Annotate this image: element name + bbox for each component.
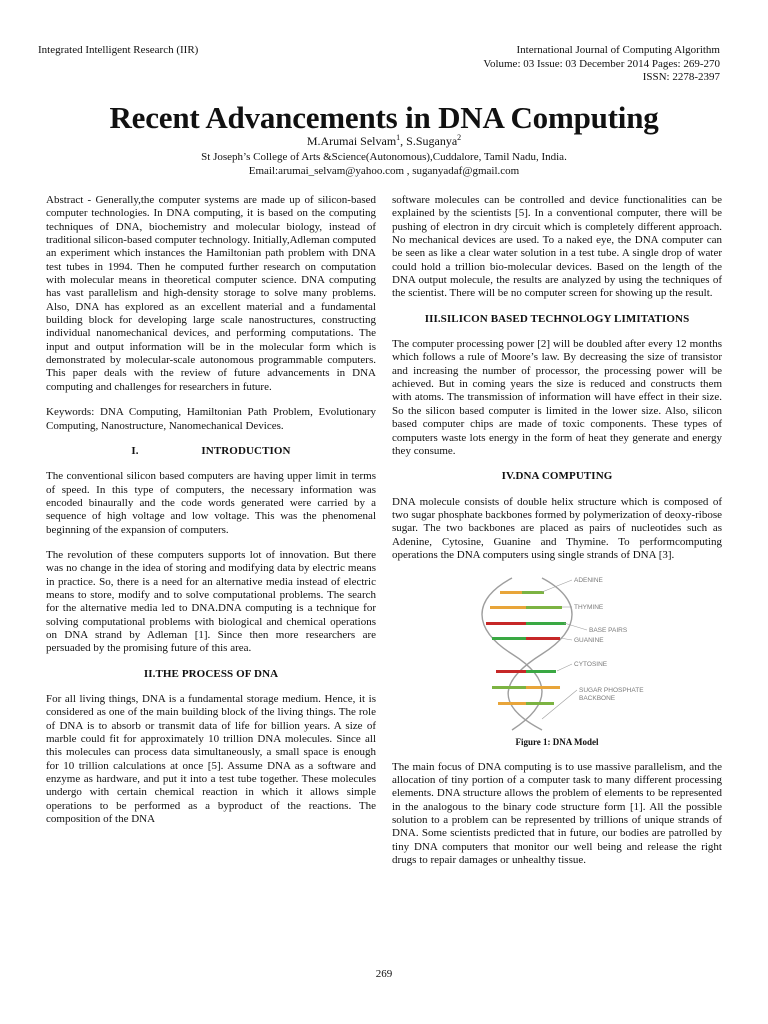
base-pair-cytosine xyxy=(526,670,556,673)
paragraph: The computer processing power [2] will be doubled after every 12 months which follows a rule of Moore’s law. By decreasing the size of transistor and increasing the number of processor, the processing power will be achieved. But in coming years the size is reduced and constructs them with atoms. The transmission of information will have effect in their size. So the silicon based computer is limited in the lower size. Also, silicon based computer chips are made of toxic components. These types of computers waste lots energy in the form of heat they generate and energy they consume. xyxy=(392,338,722,457)
sugar-phosphate-strand xyxy=(508,578,572,730)
section-number: I. xyxy=(131,444,139,457)
base-pair-cytosine xyxy=(526,622,566,625)
journal-publisher: Integrated Intelligent Research (IIR) xyxy=(38,44,199,56)
author-1-mark: 1 xyxy=(396,133,401,142)
author-2: S.Suganya xyxy=(406,134,458,148)
section-heading-process-of-dna: II.THE PROCESS OF DNA xyxy=(143,667,279,680)
abstract: Abstract - Generally,the computer systems are made up of silicon-based computer technologies. In DNA computing, it is based on the computing techniques of DNA, biochemistry and molecular biology, instead of traditional silicon-based computer technology. Initially,Adleman computed an experiment which instances the Hamiltonian path problem with DNA test tubes in 1994. Then he computed further research on computation with molecular means in theoretical computer science. DNA computing has vast parallelism and high-density storage to solve many problems. Also, DNA has explored as an excellent material and a fundamental building block for developing large scale nanostructures, constructing individual nanomechanical devices, and performing computations. The input and output information will be in the molecular form which is demonstrated by molecular-scale autonomous programmable computers. This paper deals with the review of future advancements in DNA computing and challenges for researchers in future. xyxy=(46,194,377,393)
affiliation: St Joseph’s College of Arts &Science(Autonomous),Cuddalore, Tamil Nadu, India. xyxy=(201,151,567,163)
paper-title: Recent Advancements in DNA Computing xyxy=(109,100,659,135)
paper-authors xyxy=(0,133,768,149)
base-pair-guanine xyxy=(496,670,526,673)
base-pair-thymine xyxy=(492,686,526,689)
keywords: Keywords: DNA Computing, Hamiltonian Path Problem, Evolutionary Computing, Nanostructure, Nanomechanical Devices. xyxy=(46,406,376,432)
label-thymine: THYMINE xyxy=(574,604,604,612)
section-heading-silicon-limitations: III.SILICON BASED TECHNOLOGY LIMITATIONS xyxy=(424,312,690,325)
author-1: M.Arumai Selvam xyxy=(306,134,397,148)
author-emails: Email:arumai_selvam@yahoo.com , suganyadaf@gmail.com xyxy=(248,165,520,177)
journal-name: International Journal of Computing Algorithm xyxy=(516,44,720,56)
base-pair-adenine xyxy=(498,702,526,705)
base-pair-adenine xyxy=(526,686,560,689)
author-2-mark: 2 xyxy=(457,133,462,142)
label-backbone: BACKBONE xyxy=(579,695,616,703)
base-pair-thymine xyxy=(526,606,562,609)
section-title: INTRODUCTION xyxy=(201,444,291,457)
base-pair-adenine xyxy=(500,591,522,594)
base-pair-guanine xyxy=(486,622,526,625)
label-cytosine: CYTOSINE xyxy=(574,661,608,669)
dna-model-figure xyxy=(392,574,722,734)
journal-info xyxy=(430,44,720,85)
journal-issn: ISSN: 2278-2397 xyxy=(642,71,720,83)
figure-caption: Figure 1: DNA Model xyxy=(515,737,599,748)
base-pair-cytosine xyxy=(492,637,526,640)
paragraph: The main focus of DNA computing is to use massive parallelism, and the allocation of tiny portion of a computer task to many different processing elements. DNA structure allows the problem of elements to be represented in the analogous to the binary code structure form [1]. All the possible solution to a problem can be represented by trillions of unique strands of DNA. Some scientists predicted that in future, our bodies are patrolled by tiny DNA computers that monitor our well being and release the right drugs to repair damages or unhealthy tissue. xyxy=(392,760,722,866)
paragraph: software molecules can be controlled and device functionalities can be explained by the scientists [5]. In a conventional computer, there will be pushing of electron in dry circuit which is completely different approach. No mechanical devices are used. To a naked eye, the DNA computer can be seen as like a clear water solution in a test tube. A single drop of water could hold a trillion bio-molecular devices. Based on the length of the DNA output molecule, the results are analyzed by using the techniques of the scientist. There will be no computer screen for showing up the result. xyxy=(392,194,722,300)
paragraph: The conventional silicon based computers are having upper limit in terms of speed. In this type of computers, the necessary information was encoded binaurally and the code words generated were carried by a sequence of high voltage and low voltage. This was the phenomenal beginning of the expansion of computers. xyxy=(46,470,376,536)
base-pair-thymine xyxy=(522,591,544,594)
base-pair-rungs xyxy=(486,591,566,705)
label-sugar-phosphate: SUGAR PHOSPHATE xyxy=(579,687,644,695)
author-affiliation-block xyxy=(0,150,768,178)
section-heading-introduction xyxy=(46,445,376,458)
label-base-pairs: BASE PAIRS xyxy=(589,627,628,635)
base-pair-thymine xyxy=(526,702,554,705)
author-separator: , xyxy=(400,134,407,148)
leader-line xyxy=(557,664,572,671)
base-pair-guanine xyxy=(526,637,560,640)
figure-labels xyxy=(574,577,644,702)
dna-helix-diagram xyxy=(392,574,722,734)
section-heading-dna-computing: IV.DNA COMPUTING xyxy=(501,470,613,483)
left-column xyxy=(46,194,376,838)
leader-line xyxy=(542,580,572,592)
base-pair-adenine xyxy=(490,606,526,609)
paragraph: DNA molecule consists of double helix structure which is composed of two sugar phosphate backbones formed by polymerization of deoxy-ribose sugar. The two backbones are placed as pairs of nucleotides such as Adenine, Cytosine, Guanine and Thymine. To performcomputing operations the DNA computers using single strands of DNA [3]. xyxy=(392,495,722,561)
label-guanine: GUANINE xyxy=(574,637,604,645)
paragraph: The revolution of these computers supports lot of innovation. But there was no change in the idea of storing and modifying data by electric means in practice. So, there is a need for an alternative media instead of electric means to store, modify and to solve computational problems. The search for the alternative media led to DNA.DNA computing is a technique for solving computational problems with biological and chemical operations on DNA strand by Adleman [1]. Since then more researchers are persuaded by the promising future of this area. xyxy=(46,548,376,655)
journal-volume: Volume: 03 Issue: 03 December 2014 Pages: 269-270 xyxy=(483,57,720,70)
paragraph: For all living things, DNA is a fundamental storage medium. Hence, it is considered as one of the main building block of the living things. The role of DNA is to absorb or transmit data of life for billion years. A size of marble could fit for approximately 10 trillion DNA molecules. Since all this molecules can process data simultaneously, a small space is enough for 10 trillion calculations at once [5]. Assume DNA as a software and enzyme as hardware, and put it into a test tube together. These molecules undergo with certain chemical reaction in which it allows simple operations to be performed as a byproduct of the reactions. The composition of the DNA xyxy=(46,693,376,826)
page-number: 269 xyxy=(375,968,393,980)
label-adenine: ADENINE xyxy=(574,577,603,585)
right-column xyxy=(392,194,722,879)
